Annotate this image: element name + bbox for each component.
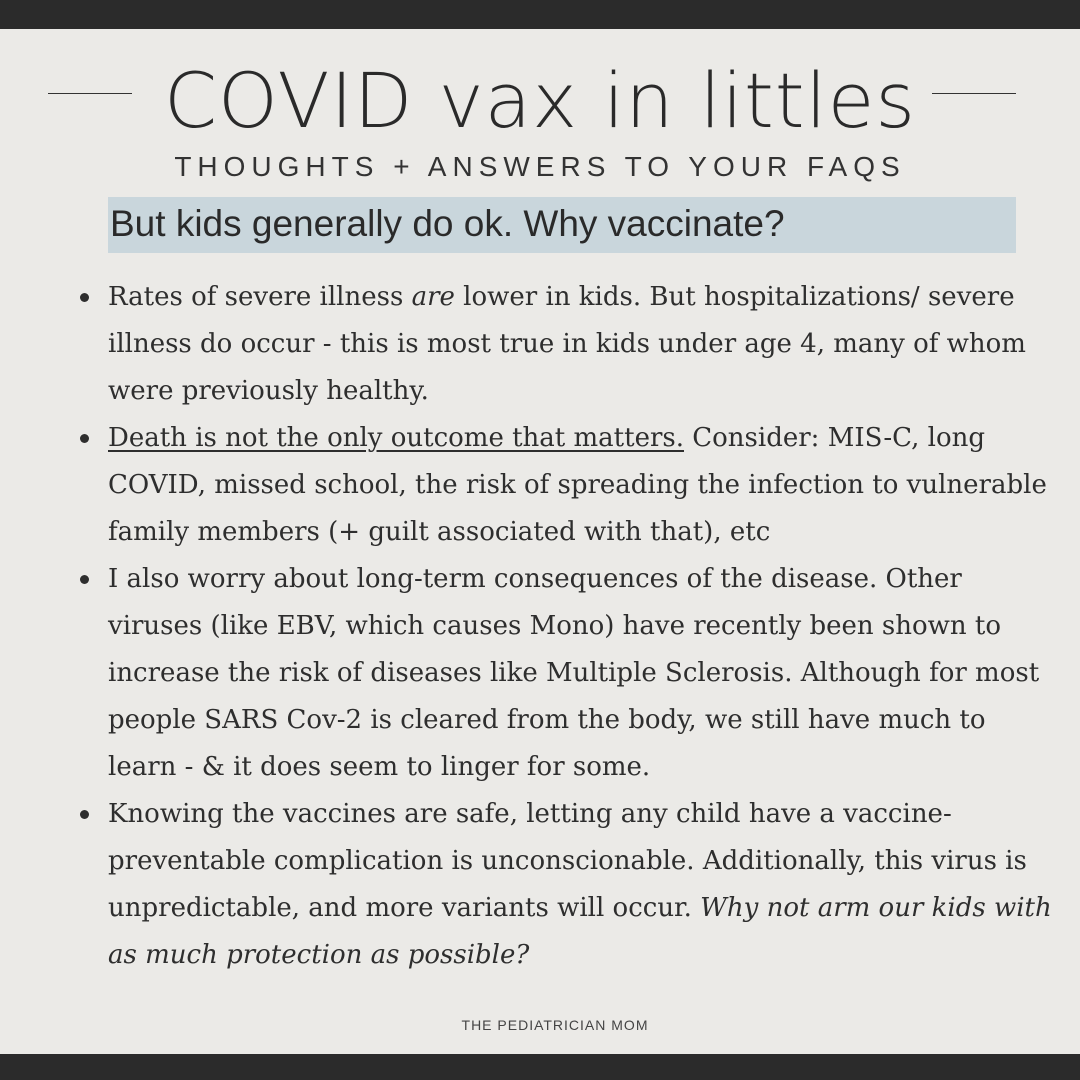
answer-point-1 <box>0 274 1060 415</box>
point-2-underlined: Death is not the only outcome that matters. <box>108 423 684 453</box>
point-1-text-a: Rates of severe illness <box>108 282 412 312</box>
bottom-band <box>0 1054 1080 1080</box>
answer-point-3 <box>0 556 1060 791</box>
title-row <box>0 52 1080 145</box>
bullet-icon <box>80 575 89 584</box>
point-4-text-a: Knowing the vaccines are safe, letting any child have a vaccine-preventable complication is unconscionable. Additionally, this virus is unpredictable, and more variants will occur. <box>108 799 1027 923</box>
answer-point-4 <box>0 791 1060 979</box>
page-title: COVID vax in littles <box>163 56 917 145</box>
bullet-icon <box>80 434 89 443</box>
point-4-emphasis: Why not arm our kids with as much protection as possible? <box>108 893 1052 970</box>
point-2-text-b: Consider: MIS-C, long COVID, missed school, the risk of spreading the infection to vulnerable family members (+ guilt associated with that), etc <box>108 423 1047 547</box>
brand-footer: THE PEDIATRICIAN MOM <box>461 1017 649 1033</box>
answer-list <box>0 274 1060 979</box>
answer-point-2 <box>0 415 1060 556</box>
page-subtitle: THOUGHTS + ANSWERS TO YOUR FAQS <box>174 151 906 182</box>
bullet-icon <box>80 810 89 819</box>
point-3-text: I also worry about long-term consequences of the disease. Other viruses (like EBV, which causes Mono) have recently been shown to increase the risk of diseases like Multiple Sclerosis. Although for most people SARS Cov-2 is cleared from the body, we still have much to learn - & it does seem to linger for some. <box>108 564 1040 782</box>
bullet-icon <box>80 293 89 302</box>
point-1-emphasis: are <box>411 282 455 312</box>
point-1-text-b: lower in kids. But hospitalizations/ severe illness do occur - this is most true in kids under age 4, many of whom were previously healthy. <box>108 282 1026 406</box>
top-band <box>0 0 1080 29</box>
question-banner: But kids generally do ok. Why vaccinate? <box>108 197 1016 253</box>
